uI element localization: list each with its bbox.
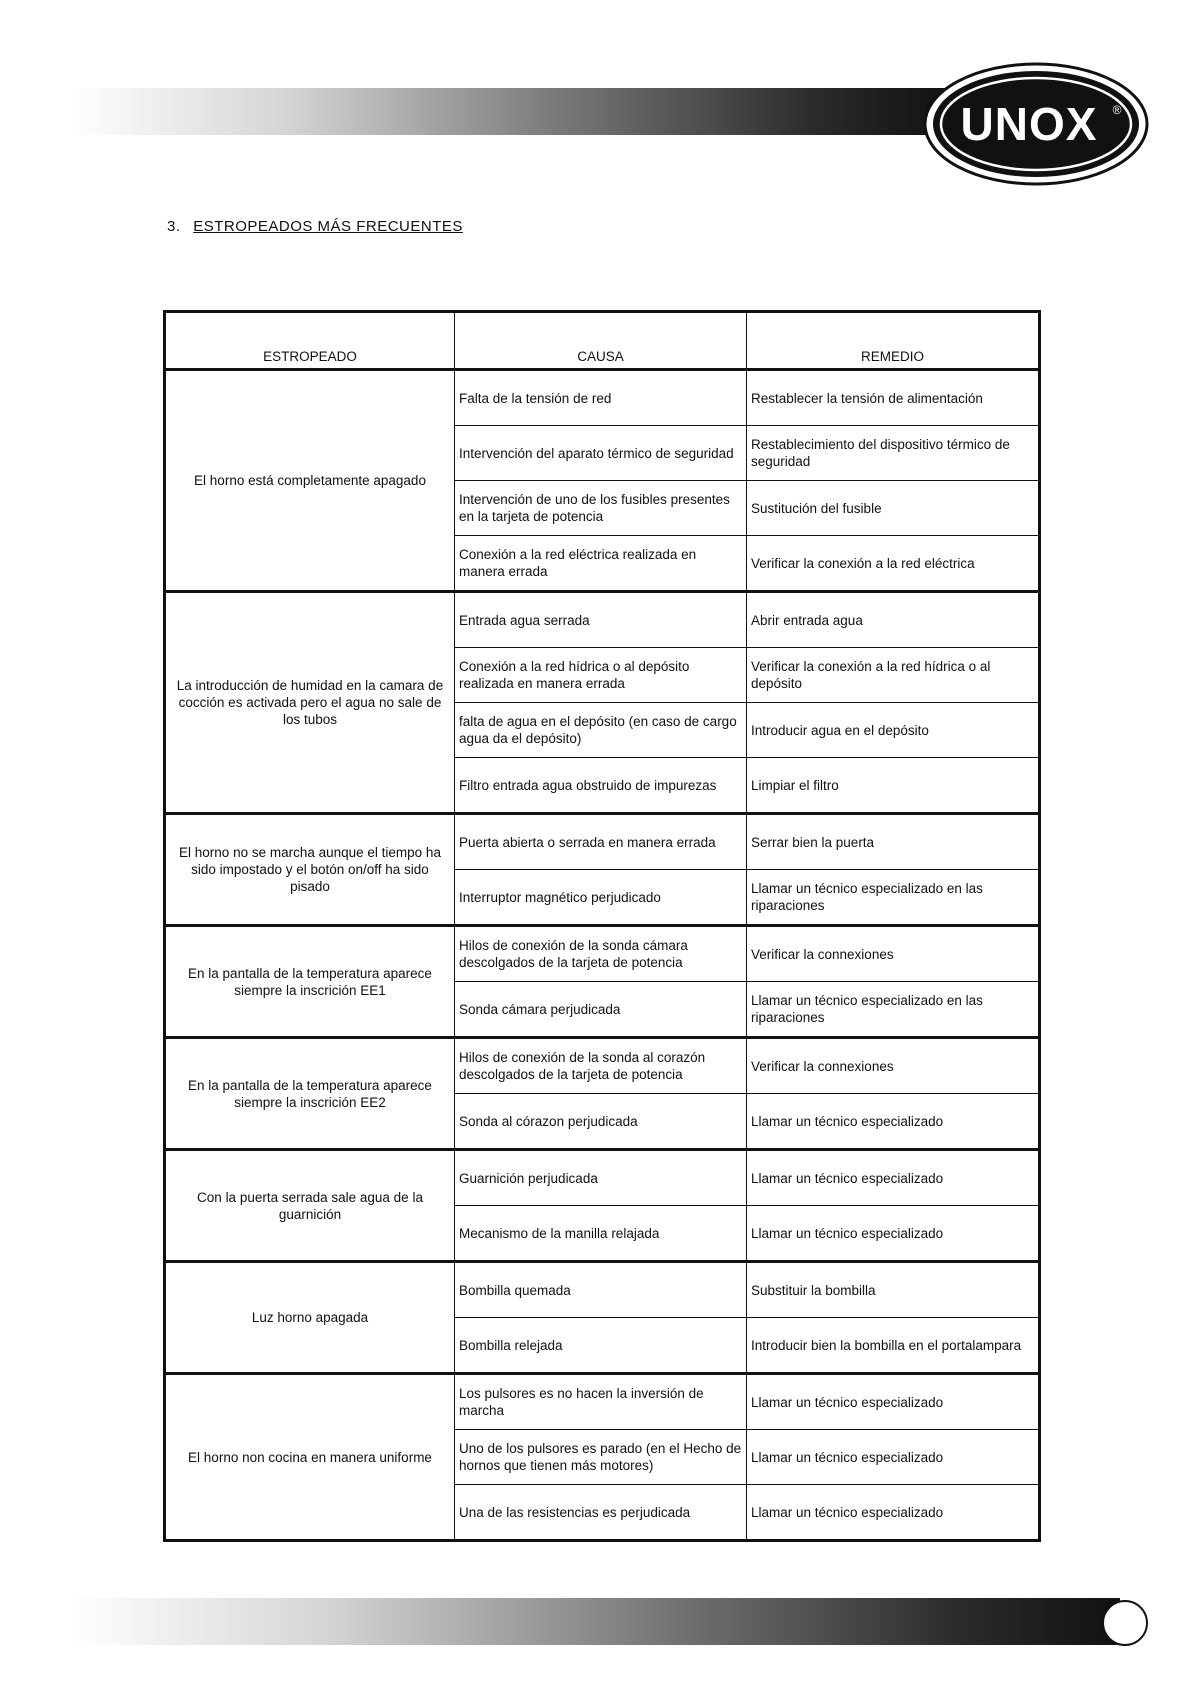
table-row (165, 592, 1040, 648)
cause-cell: Hilos de conexión de la sonda cámara descolgados de la tarjeta de potencia (455, 926, 747, 982)
section-heading: ESTROPEADOS MÁS FRECUENTES (193, 218, 463, 235)
fault-cell: Luz horno apagada (165, 1262, 455, 1374)
fault-cell: En la pantalla de la temperatura aparece siempre la inscrición EE2 (165, 1038, 455, 1150)
remedy-cell: Llamar un técnico especializado (747, 1150, 1040, 1206)
remedy-cell: Substituir la bombilla (747, 1262, 1040, 1318)
table-row (165, 1038, 1040, 1094)
cause-cell: Bombilla quemada (455, 1262, 747, 1318)
table-row (165, 1374, 1040, 1430)
remedy-cell: Llamar un técnico especializado (747, 1485, 1040, 1541)
remedy-cell: Llamar un técnico especializado (747, 1094, 1040, 1150)
column-header-fault: ESTROPEADO (165, 312, 455, 370)
remedy-cell: Verificar la conexión a la red eléctrica (747, 536, 1040, 592)
cause-cell: Interruptor magnético perjudicado (455, 870, 747, 926)
remedy-cell: Limpiar el filtro (747, 758, 1040, 814)
registered-mark: ® (1112, 103, 1122, 117)
cause-cell: Bombilla relejada (455, 1318, 747, 1374)
cause-cell: Filtro entrada agua obstruido de impurezas (455, 758, 747, 814)
logo-text: UNOX (960, 98, 1098, 150)
fault-cell: El horno está completamente apagado (165, 370, 455, 592)
remedy-cell: Restablecimiento del dispositivo térmico de seguridad (747, 426, 1040, 481)
remedy-cell: Llamar un técnico especializado (747, 1430, 1040, 1485)
table-header-row (165, 312, 1040, 370)
cause-cell: Puerta abierta o serrada en manera errada (455, 814, 747, 870)
cause-cell: Hilos de conexión de la sonda al corazón descolgados de la tarjeta de potencia (455, 1038, 747, 1094)
cause-cell: falta de agua en el depósito (en caso de cargo agua da el depósito) (455, 703, 747, 758)
table-row (165, 1262, 1040, 1318)
fault-cell: En la pantalla de la temperatura aparece siempre la inscrición EE1 (165, 926, 455, 1038)
page-number-circle (1102, 1600, 1148, 1646)
cause-cell: Conexión a la red eléctrica realizada en manera errada (455, 536, 747, 592)
fault-cell: La introducción de humidad en la camara de cocción es activada pero el agua no sale de los tubos (165, 592, 455, 814)
cause-cell: Sonda cámara perjudicada (455, 982, 747, 1038)
remedy-cell: Introducir bien la bombilla en el portalampara (747, 1318, 1040, 1374)
unox-logo (921, 60, 1151, 188)
remedy-cell: Verificar la connexiones (747, 1038, 1040, 1094)
column-header-remedy: REMEDIO (747, 312, 1040, 370)
section-title (167, 218, 463, 235)
troubleshooting-table (163, 310, 1041, 1542)
remedy-cell: Llamar un técnico especializado en las riparaciones (747, 870, 1040, 926)
cause-cell: Guarnición perjudicada (455, 1150, 747, 1206)
cause-cell: Uno de los pulsores es parado (en el Hecho de hornos que tienen más motores) (455, 1430, 747, 1485)
footer-gradient-band (70, 1598, 1120, 1645)
remedy-cell: Serrar bien la puerta (747, 814, 1040, 870)
cause-cell: Intervención del aparato térmico de seguridad (455, 426, 747, 481)
fault-cell: El horno no se marcha aunque el tiempo ha sido impostado y el botón on/off ha sido pisado (165, 814, 455, 926)
remedy-cell: Introducir agua en el depósito (747, 703, 1040, 758)
fault-cell: El horno non cocina en manera uniforme (165, 1374, 455, 1541)
cause-cell: Sonda al córazon perjudicada (455, 1094, 747, 1150)
cause-cell: Una de las resistencias es perjudicada (455, 1485, 747, 1541)
fault-cell: Con la puerta serrada sale agua de la guarnición (165, 1150, 455, 1262)
remedy-cell: Verificar la connexiones (747, 926, 1040, 982)
remedy-cell: Abrir entrada agua (747, 592, 1040, 648)
cause-cell: Entrada agua serrada (455, 592, 747, 648)
remedy-cell: Llamar un técnico especializado (747, 1374, 1040, 1430)
cause-cell: Los pulsores es no hacen la inversión de marcha (455, 1374, 747, 1430)
table-row (165, 1150, 1040, 1206)
remedy-cell: Restablecer la tensión de alimentación (747, 370, 1040, 426)
remedy-cell: Sustitución del fusible (747, 481, 1040, 536)
column-header-cause: CAUSA (455, 312, 747, 370)
table-row (165, 814, 1040, 870)
cause-cell: Conexión a la red hídrica o al depósito realizada en manera errada (455, 648, 747, 703)
remedy-cell: Llamar un técnico especializado en las riparaciones (747, 982, 1040, 1038)
cause-cell: Intervención de uno de los fusibles presentes en la tarjeta de potencia (455, 481, 747, 536)
table-row (165, 370, 1040, 426)
cause-cell: Falta de la tensión de red (455, 370, 747, 426)
header-gradient-band (70, 88, 950, 135)
remedy-cell: Llamar un técnico especializado (747, 1206, 1040, 1262)
section-number: 3. (167, 218, 181, 235)
remedy-cell: Verificar la conexión a la red hídrica o al depósito (747, 648, 1040, 703)
table-row (165, 926, 1040, 982)
cause-cell: Mecanismo de la manilla relajada (455, 1206, 747, 1262)
